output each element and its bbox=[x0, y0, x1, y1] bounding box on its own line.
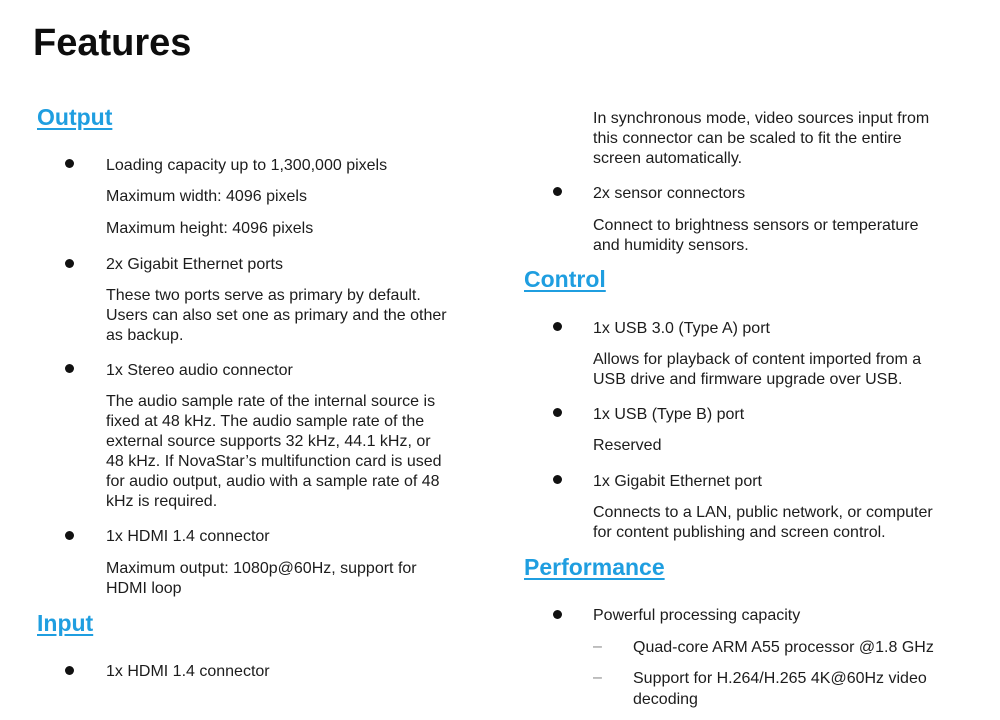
list-item-detail: The audio sample rate of the internal source is bbox=[106, 393, 436, 410]
dash-marker: – bbox=[593, 669, 602, 686]
dash-marker: – bbox=[593, 638, 602, 655]
list-item-detail: fixed at 48 kHz. The audio sample rate of the bbox=[106, 413, 425, 430]
list-item-detail: Connect to brightness sensors or temperature bbox=[593, 217, 919, 234]
page-title: Features bbox=[33, 22, 192, 64]
list-item-detail: as backup. bbox=[106, 327, 184, 344]
list-item-title: 2x Gigabit Ethernet ports bbox=[106, 256, 283, 273]
section-heading-performance[interactable]: Performance bbox=[524, 554, 665, 580]
list-item-detail: and humidity sensors. bbox=[593, 237, 749, 254]
list-item-detail: for audio output, audio with a sample rate of 48 bbox=[106, 473, 440, 490]
list-item-detail: this connector can be scaled to fit the entire bbox=[593, 130, 902, 147]
bullet-dot bbox=[553, 322, 562, 331]
list-item-title: 1x HDMI 1.4 connector bbox=[106, 663, 270, 680]
section-heading-input[interactable]: Input bbox=[37, 610, 94, 636]
list-item-detail: 48 kHz. If NovaStar’s multifunction card is used bbox=[106, 453, 442, 470]
list-item-detail: Maximum output: 1080p@60Hz, support for bbox=[106, 560, 417, 577]
bullet-dot bbox=[553, 610, 562, 619]
list-item-title: Powerful processing capacity bbox=[593, 607, 801, 624]
list-item-detail: screen automatically. bbox=[593, 150, 743, 167]
list-item-title: 1x USB 3.0 (Type A) port bbox=[593, 320, 770, 337]
list-item-detail: HDMI loop bbox=[106, 580, 182, 597]
sub-list-item: Support for H.264/H.265 4K@60Hz video bbox=[633, 670, 927, 687]
bullet-dot bbox=[553, 475, 562, 484]
list-item-detail: USB drive and firmware upgrade over USB. bbox=[593, 371, 903, 388]
list-item-detail: Reserved bbox=[593, 437, 662, 454]
bullet-dot bbox=[553, 187, 562, 196]
list-item-title: 1x USB (Type B) port bbox=[593, 406, 745, 423]
sub-list-item: decoding bbox=[633, 691, 698, 708]
list-item-detail: kHz is required. bbox=[106, 493, 218, 510]
section-heading-control[interactable]: Control bbox=[524, 266, 606, 292]
list-item-detail: external source supports 32 kHz, 44.1 kHz, or bbox=[106, 433, 431, 450]
list-item-detail: Users can also set one as primary and the other bbox=[106, 307, 447, 324]
sub-list-item: Quad-core ARM A55 processor @1.8 GHz bbox=[633, 639, 934, 656]
section-heading-output[interactable]: Output bbox=[37, 104, 113, 130]
list-item-detail: Maximum width: 4096 pixels bbox=[106, 188, 307, 205]
list-item-title: 2x sensor connectors bbox=[593, 185, 746, 202]
list-item-title: 1x Gigabit Ethernet port bbox=[593, 473, 762, 490]
list-item-title: Loading capacity up to 1,300,000 pixels bbox=[106, 157, 388, 174]
list-item-detail: Allows for playback of content imported from a bbox=[593, 351, 922, 368]
list-item-title: 1x Stereo audio connector bbox=[106, 362, 293, 379]
bullet-dot bbox=[553, 408, 562, 417]
list-item-detail: These two ports serve as primary by default. bbox=[106, 287, 421, 304]
list-item-detail: for content publishing and screen control. bbox=[593, 524, 886, 541]
list-item-detail: Connects to a LAN, public network, or computer bbox=[593, 504, 933, 521]
list-item-detail: Maximum height: 4096 pixels bbox=[106, 220, 314, 237]
list-item-title: 1x HDMI 1.4 connector bbox=[106, 528, 270, 545]
list-item-detail: In synchronous mode, video sources input from bbox=[593, 110, 930, 127]
